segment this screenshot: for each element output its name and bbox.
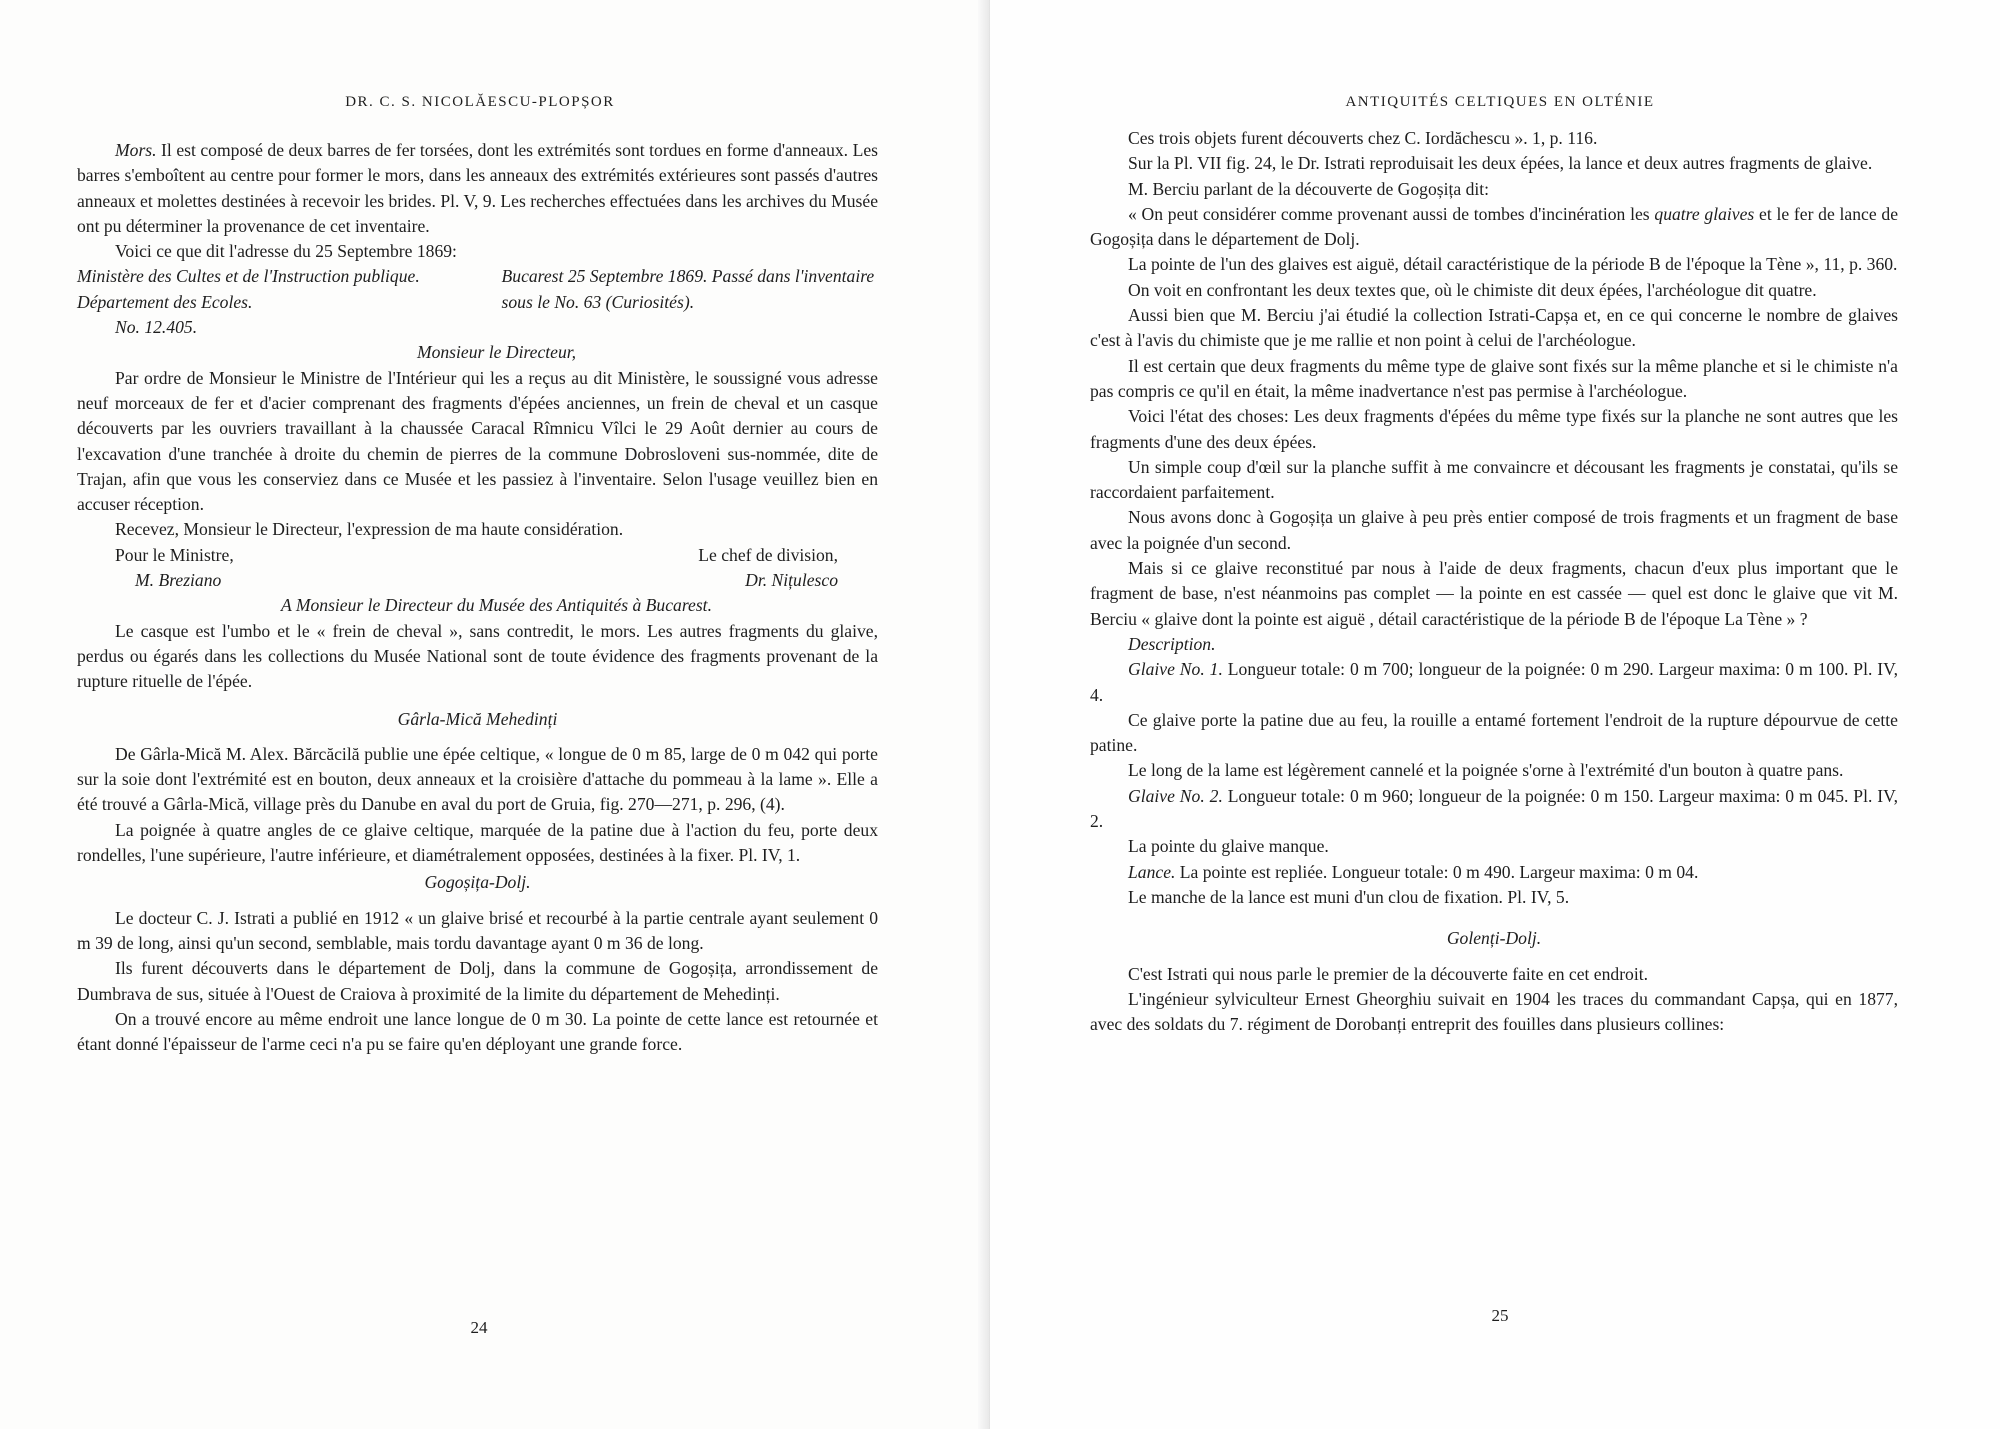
left-page-number: 24 [470,1318,488,1337]
paragraph-text: Longueur totale: 0 m 960; longueur de la poignée: 0 m 150. Largeur maxima: 0 m 045. Pl. IV, 2. [1090,785,1898,832]
letter-addressee: A Monsieur le Directeur du Musée des Antiquités à Bucarest. [281,595,712,616]
paragraph: On voit en confrontant les deux textes que, où le chimiste dit deux épées, l'archéologue dit quatre. [1128,279,1817,300]
paragraph: Ils furent découverts dans le département de Dolj, dans la commune de Gogoșița, arrondissement de Dumbrava de sus, située à l'Ouest de Craiova à proximité de la limite du département de Mehedinți. [77,958,878,1004]
paragraph: Le casque est l'umbo et le « frein de cheval », sans contredit, le mors. Les autres fragments du glaive, perdus ou égarés dans les collections du Musée National sont de toute évidence des fragments provenant de la rupture rituelle de l'épée. [77,620,878,692]
paragraph: Nous avons donc à Gogoșița un glaive à peu près entier composé de trois fragments et un fragment de base avec la poignée d'un second. [1090,507,1898,553]
signature-right-name: Dr. Nițulesco [745,570,838,591]
paragraph-text: La pointe est repliée. Longueur totale: 0 m 490. Largeur maxima: 0 m 04. [1175,861,1699,882]
paragraph-emphasis: quatre glaives [1654,203,1755,224]
letter-header-left [77,264,453,340]
paragraph: M. Berciu parlant de la découverte de Gogoșița dit: [1128,178,1490,199]
description-label: Description. [1128,633,1216,654]
letter-ministry: Ministère des Cultes et de l'Instruction publique. Département des Ecoles. [77,266,420,312]
section-heading: Gogoșița-Dolj. [424,872,531,893]
paragraph-text: et le fer de lance de Gogoșița dans le département de Dolj. [1090,203,1899,250]
signature-row [77,543,878,594]
paragraph: Recevez, Monsieur le Directeur, l'expression de ma haute considération. [115,519,624,540]
paragraph: La pointe de l'un des glaives est aiguë, détail caractéristique de la période B de l'époque la Tène », 11, p. 360. [1128,254,1898,275]
paragraph [77,138,878,239]
paragraph: Mais si ce glaive reconstitué par nous à l'aide de deux fragments, chacun d'eux plus important que le fragment de base, n'est néanmoins pas complet — la pointe en est cassée — quel est donc le glaive que vit M. Berciu « glaive dont la pointe est aiguë , détail caractéristique de la période B de l'époque La Tène » ? [1090,558,1898,629]
right-page-number: 25 [1491,1306,1509,1325]
paragraph: Ce glaive porte la patine due au feu, la rouille a entamé fortement l'endroit de la rupture dépourvue de cette patine. [1090,709,1898,756]
paragraph [1090,202,1898,253]
section-heading: Gârla-Mică Mehedinți [397,708,558,729]
paragraph: De Gârla-Mică M. Alex. Bărcăcilă publie une épée celtique, « longue de 0 m 85, large de 0 m 042 qui porte sur la soie dont l'extrémité est en bouton, deux anneaux et la croisière d'attache du pommeau à la lame ». Elle a été trouvé a Gârla-Mică, village près du Danube en aval du port de Gruia, fig. 270—271, p. 296, (4). [77,743,878,815]
paragraph: La poignée à quatre angles de ce glaive celtique, marquée de la patine due à l'action du feu, porte deux rondelles, l'une supérieure, l'autre inférieure, et diamétralement opposées, destinées à la fixer. Pl. IV, 1. [77,819,878,866]
signature-left-title: Pour le Ministre, [115,544,234,565]
right-running-head: ANTIQUITÉS CELTIQUES EN OLTÉNIE [1345,94,1655,110]
paragraph: Le manche de la lance est muni d'un clou de fixation. Pl. IV, 5. [1128,886,1570,907]
paragraph [1090,657,1898,708]
letter-number: No. 12.405. [115,317,198,338]
paragraph-text: Longueur totale: 0 m 700; longueur de la poignée: 0 m 290. Largeur maxima: 0 m 100. Pl. IV, 4. [1090,659,1898,705]
signature-right-title: Le chef de division, [698,544,838,565]
right-page [990,0,2000,1429]
paragraph: Voici ce que dit l'adresse du 25 Septembre 1869: [115,241,457,262]
paragraph-text: Il est composé de deux barres de fer torsées, dont les extrémités sont tordues en forme d'anneaux. Les barres s'emboîtent au centre pour former le mors, dans les anneaux des extrémités extérieures sont passés d'autres anneaux et molettes destinées à recevoir les brides. Pl. V, 9. Les recherches effectuées dans les archives du Musée ont pu déterminer la provenance de cet inventaire. [77,140,878,236]
signature-right [698,543,838,594]
right-page-text [1090,126,1898,1037]
paragraph: Un simple coup d'œil sur la planche suffit à me convaincre et décousant les fragments je constatai, qu'ils se raccordaient parfaitement. [1090,456,1898,503]
paragraph-lead: Glaive No. 2. [1128,785,1223,806]
paragraph: On a trouvé encore au même endroit une lance longue de 0 m 30. La pointe de cette lance est retournée et étant donné l'épaisseur de l'arme ceci n'a pu se faire qu'en déployant une grande force. [77,1008,878,1055]
paragraph: Ces trois objets furent découverts chez C. Iordăchescu ». 1, p. 116. [1128,128,1598,148]
paragraph-lead: Glaive No. 1. [1128,659,1223,680]
letter-salutation: Monsieur le Directeur, [416,342,577,363]
paragraph [1090,784,1898,835]
signature-left [115,543,234,594]
paragraph: Le docteur C. J. Istrati a publié en 1912 « un glaive brisé et recourbé à la partie centrale ayant seulement 0 m 39 de long, ainsi qu'un second, semblable, mais tordu davantage ayant 0 m 36 de long. [77,907,878,953]
paragraph-lead: Lance. [1128,861,1176,882]
signature-left-name: M. Breziano [135,570,222,591]
paragraph: C'est Istrati qui nous parle le premier de la découverte faite en cet endroit. [1128,963,1649,984]
left-running-head: DR. C. S. NICOLĂESCU-PLOPȘOR [345,94,615,110]
paragraph: Voici l'état des choses: Les deux fragments d'épées du même type fixés sur la planche ne sont autres que les fragments d'une des deux épées. [1090,406,1898,452]
paragraph: Par ordre de Monsieur le Ministre de l'Intérieur qui les a reçus au dit Ministère, le soussigné vous adresse neuf morceaux de fer et d'acier comprenant des fragments d'épées anciennes, un frein de cheval et un casque découverts par les ouvriers travaillant à la chaussée Caracal Rîmnicu Vîlci le 29 Août dernier au cours de l'excavation d'une tranchée à droite du chemin de pierres de la commune Dobrosloveni sus-nommée, dite de Trajan, afin que vous les conserviez dans ce Musée et les passiez à l'inventaire. Selon l'usage veuillez bien en accuser réception. [77,367,878,515]
paragraph-text: « On peut considérer comme provenant aussi de tombes d'incinération les [1128,203,1655,224]
paragraph: Aussi bien que M. Berciu j'ai étudié la collection Istrati-Capșa et, en ce qui concerne le nombre de glaives c'est à l'avis du chimiste que je me rallie et non point à celui de l'archéologue. [1090,305,1898,351]
left-page [0,0,990,1429]
paragraph-lead: Mors. [115,140,157,160]
paragraph: Il est certain que deux fragments du même type de glaive sont fixés sur la même planche et si le chimiste n'a pas compris ce qu'il en était, la même inadvertance n'est pas permise à l'archéologue. [1090,355,1898,401]
paragraph: La pointe du glaive manque. [1128,836,1329,857]
paragraph: Sur la Pl. VII fig. 24, le Dr. Istrati reproduisait les deux épées, la lance et deux autres fragments de glaive. [1128,153,1873,174]
paragraph [1090,860,1898,885]
section-heading: Golenți-Dolj. [1446,928,1542,949]
letter-header [77,264,878,340]
paragraph: Le long de la lame est légèrement cannelé et la poignée s'orne à l'extrémité d'un bouton à quatre pans. [1128,760,1844,781]
paragraph: L'ingénieur sylviculteur Ernest Gheorghiu suivait en 1904 les traces du commandant Capșa, qui en 1877, avec des soldats du 7. régiment de Dorobanți entreprit des fouilles dans plusieurs collines: [1090,988,1898,1035]
letter-header-right [502,264,878,340]
letter-date: Bucarest 25 Septembre 1869. Passé dans l'inventaire sous le No. 63 (Curiosités). [501,266,875,312]
left-page-text [77,138,878,1057]
